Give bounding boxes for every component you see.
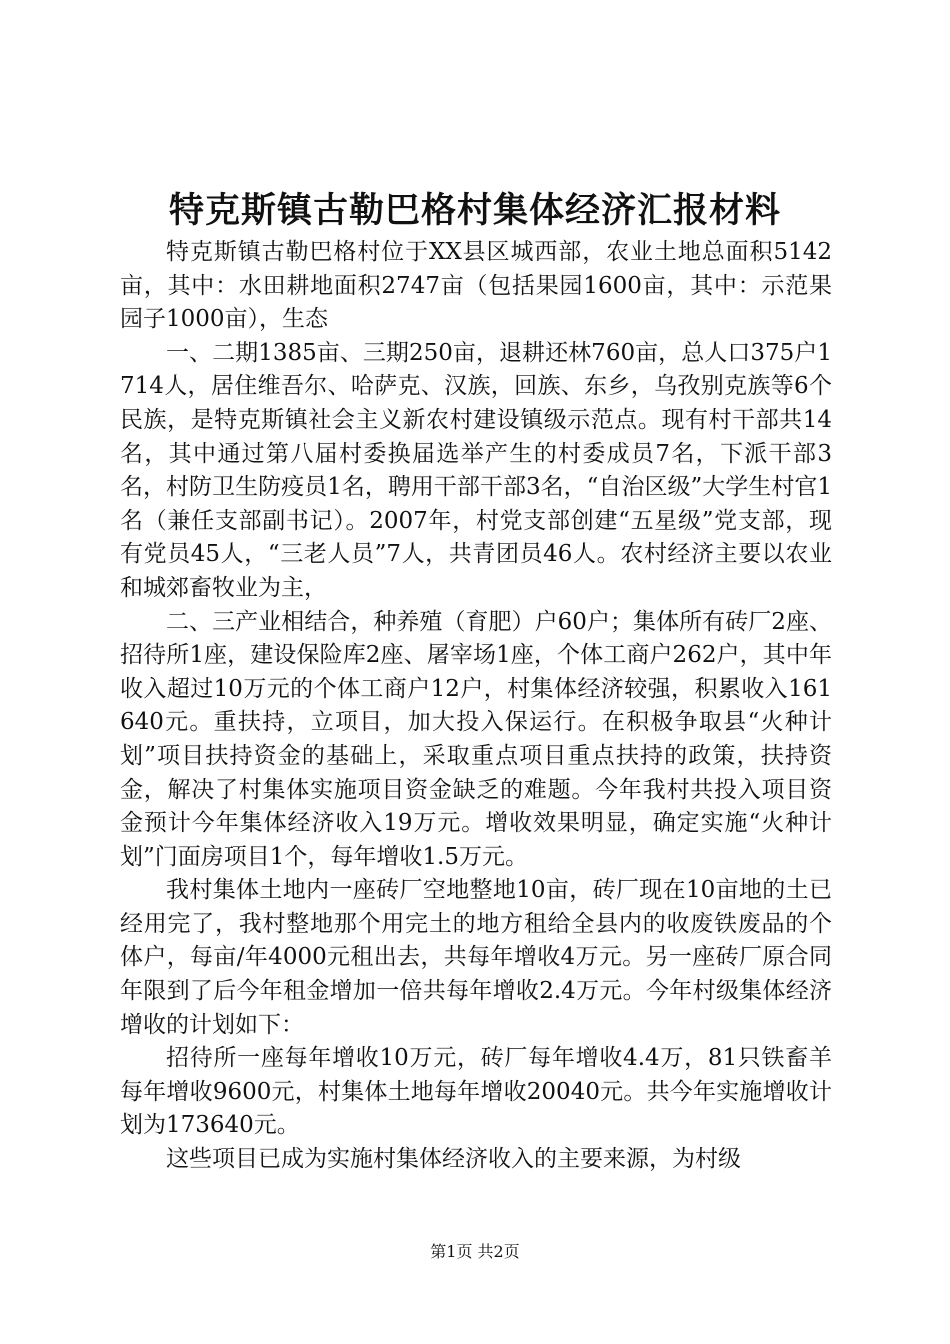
paragraph-3: 二、三产业相结合，种养殖（育肥）户60户；集体所有砖厂2座、招待所1座，建设保险库2座、屠宰场1座，个体工商户262户，其中年收入超过10万元的个体工商户12户，村集体经济较强，积累收入161640元。重扶持，立项目，加大投入保运行。在积极争取县“火种计划”项目扶持资金的基础上，采取重点项目重点扶持的政策，扶持资金，解决了村集体实施项目资金缺乏的难题。今年我村共投入项目资金预计今年集体经济收入19万元。增收效果明显，确定实施“火种计划”门面房项目1个，每年增收1.5万元。 (120, 608, 832, 870)
paragraph-2: 一、二期1385亩、三期250亩，退耕还林760亩，总人口375户1714人，居住维吾尔、哈萨克、汉族，回族、东乡，乌孜别克族等6个民族，是特克斯镇社会主义新农村建设镇级示范点。现有村干部共14名，其中通过第八届村委换届选举产生的村委成员7名，下派干部3名，村防卫生防疫员1名，聘用干部干部3名，“自治区级”大学生村官1名（兼任支部副书记）。2007年，村党支部创建“五星级”党支部，现有党员45人，“三老人员”7人，共青团员46人。农村经济主要以农业和城郊畜牧业为主， (120, 339, 832, 601)
page-number-footer: 第1页 共2页 (430, 1242, 520, 1261)
paragraph-4: 我村集体土地内一座砖厂空地整地10亩，砖厂现在10亩地的土已经用完了，我村整地那个用完土的地方租给全县内的收废铁废品的个体户，每亩/年4000元租出去，共每年增收4万元。另一座砖厂原合同年限到了后今年租金增加一倍共每年增收2.4万元。今年村级集体经济增收的计划如下： (120, 877, 832, 1038)
document-title: 特克斯镇古勒巴格村集体经济汇报材料 (168, 190, 781, 231)
paragraph-6: 这些项目已成为实施村集体经济收入的主要来源，为村级 (166, 1146, 741, 1173)
document-body (120, 236, 832, 1177)
paragraph-1: 特克斯镇古勒巴格村位于XX县区城西部，农业土地总面积5142亩，其中：水田耕地面积2747亩（包括果园1600亩，其中：示范果园子1000亩），生态 (120, 239, 832, 333)
paragraph-5: 招待所一座每年增收10万元，砖厂每年增收4.4万，81只铁畜羊每年增收9600元，村集体土地每年增收20040元。共今年实施增收计划为173640元。 (120, 1045, 832, 1139)
